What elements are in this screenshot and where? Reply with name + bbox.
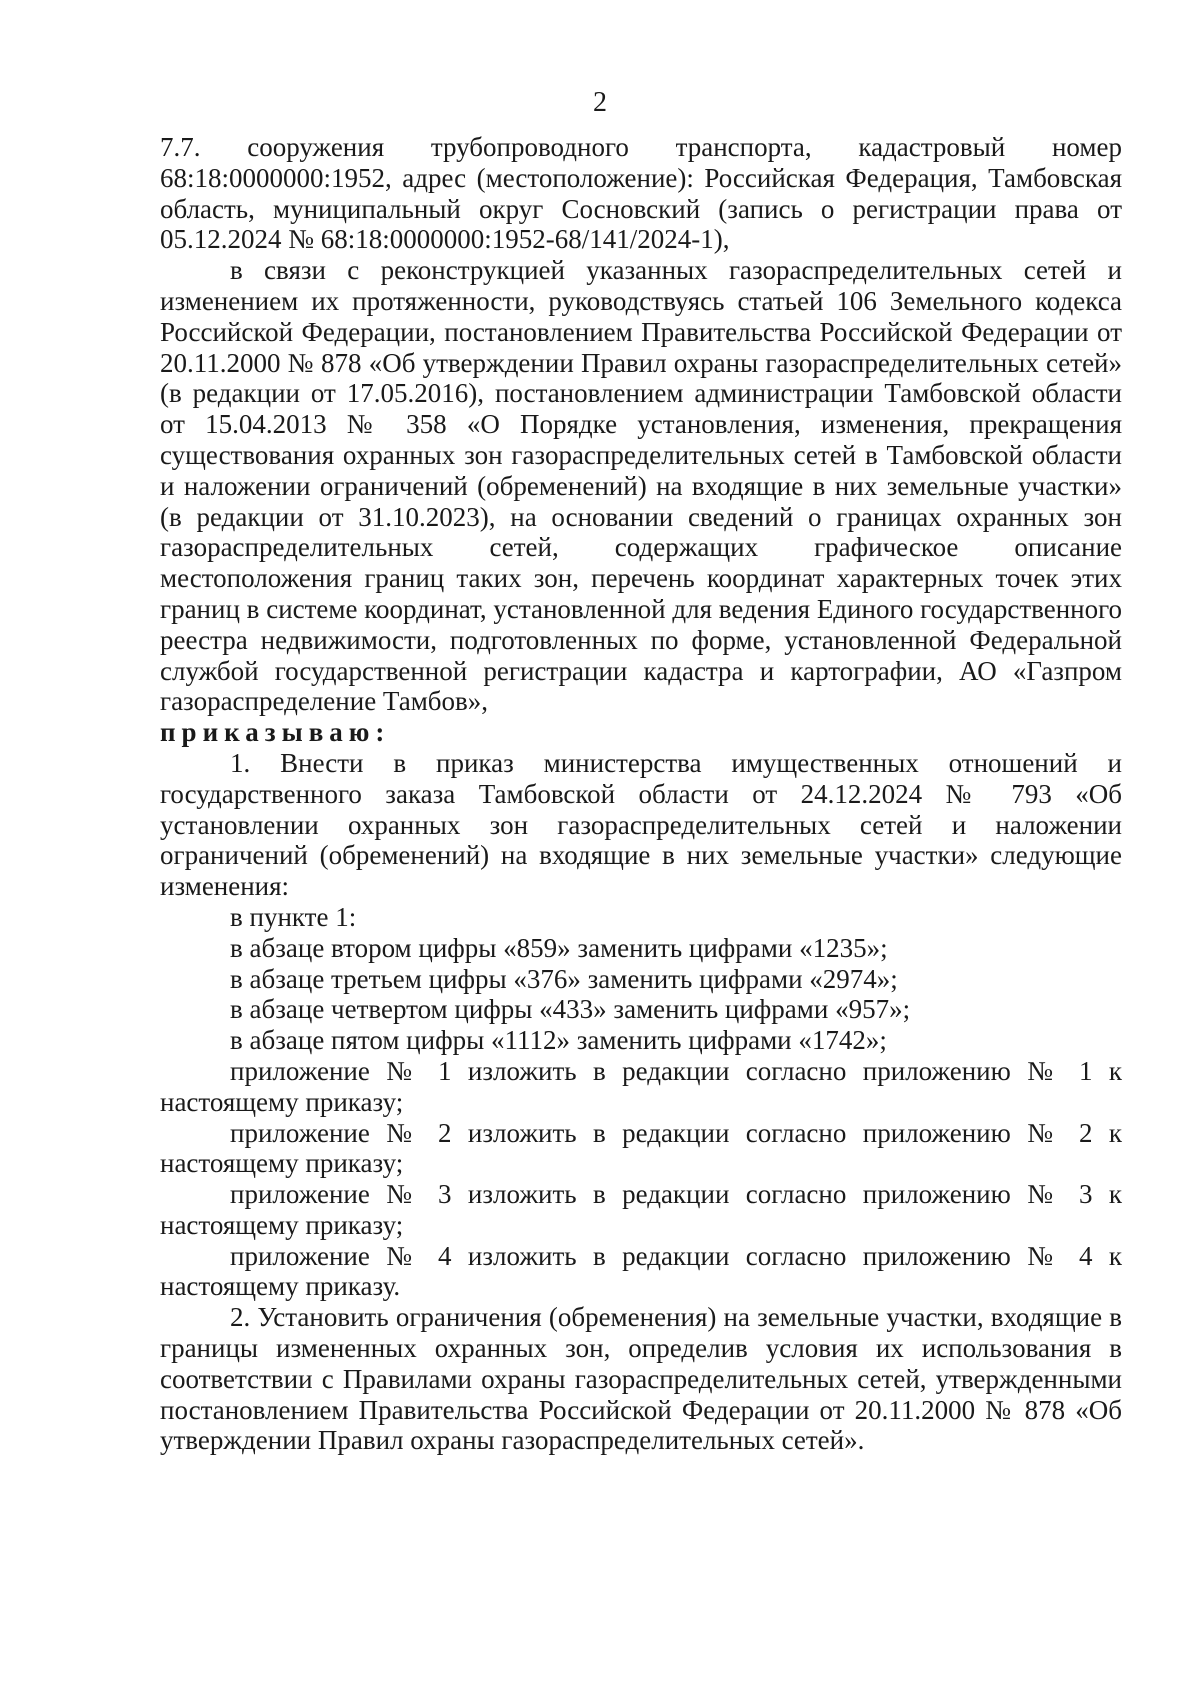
list-item-appendix-1: приложение № 1 изложить в редакции согласно приложению № 1 к настоящему приказу; [160,1055,1122,1117]
list-item-appendix-4: приложение № 4 изложить в редакции согласно приложению № 4 к настоящему приказу. [160,1240,1122,1302]
list-item-point-1: в пункте 1: [230,901,357,932]
paragraph-basis: в связи с реконструкцией указанных газораспределительных сетей и изменением их протяженности, руководствуясь статьей 106 Земельного кодекса Российской Федерации, постановлением Правительства Российской Федерации от 20.11.2000 № 878 «Об утверждении Правил охраны газораспределительных сетей» (в редакции от 17.05.2016), постановлением администрации Тамбовской области от 15.04.2013 № 358 «О Порядке установления, изменения, прекращения существования охранных зон газораспределительных сетей в Тамбовской области и наложении ограничений (обременений) на входящие в них земельные участки» (в редакции от 31.10.2023), на основании сведений о границах охранных зон газораспределительных сетей, содержащих графическое описание местоположения границ таких зон, перечень координат характерных точек этих границ в системе координат, установленной для ведения Единого государственного реестра недвижимости, подготовленных по форме, установленной Федеральной службой государственной регистрации кадастра и картографии, АО «Газпром газораспределение Тамбов», [160,255,1122,717]
page-number: 2 [593,87,607,118]
list-item-appendix-2: приложение № 2 изложить в редакции согласно приложению № 2 к настоящему приказу; [160,1117,1122,1179]
order-word-text: приказываю: [160,717,391,748]
paragraph-item-2: 2. Установить ограничения (обременения) на земельные участки, входящие в границы измененных охранных зон, определив условия их использования в соответствии с Правилами охраны газораспределительных сетей, утвержденными постановлением Правительства Российской Федерации от 20.11.2000 № 878 «Об утверждении Правил охраны газораспределительных сетей». [160,1302,1122,1456]
paragraph-7-7: 7.7. сооружения трубопроводного транспорта, кадастровый номер 68:18:0000000:1952, адрес (местоположение): Российская Федерация, Тамбовская область, муниципальный округ Сосновский (запись о регистрации права от 05.12.2024 № 68:18:0000000:1952-68/141/2024-1), [160,132,1122,255]
list-item-abz-4: в абзаце четвертом цифры «433» заменить цифрами «957»; [230,994,911,1025]
paragraph-item-1: 1. Внести в приказ министерства имущественных отношений и государственного заказа Тамбовской области от 24.12.2024 № 793 «Об установлении охранных зон газораспределительных сетей и наложении ограничений (обременений) на входящие в них земельные участки» следующие изменения: [160,747,1122,902]
list-item-abz-3: в абзаце третьем цифры «376» заменить цифрами «2974»; [230,963,898,994]
list-item-appendix-3: приложение № 3 изложить в редакции согласно приложению № 3 к настоящему приказу; [160,1179,1122,1240]
list-item-abz-5: в абзаце пятом цифры «1112» заменить цифрами «1742»; [230,1025,887,1056]
list-item-abz-2: в абзаце втором цифры «859» заменить цифрами «1235»; [230,932,888,963]
order-word [160,717,1122,748]
document-body [160,132,1122,1456]
